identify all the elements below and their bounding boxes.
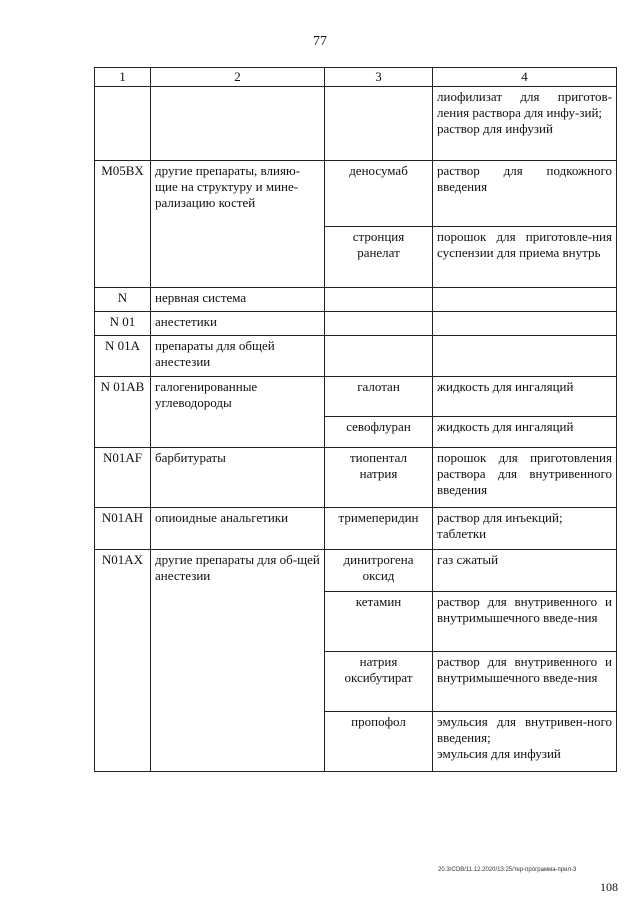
drug-cell: тиопентал натрия xyxy=(325,448,433,508)
code-cell: N01AF xyxy=(95,448,151,508)
group-cell: анестетики xyxy=(151,312,325,336)
table-row xyxy=(95,336,617,377)
code-cell: M05BX xyxy=(95,161,151,288)
table-row xyxy=(95,312,617,336)
form-cell xyxy=(433,288,617,312)
form-cell: лиофилизат для приготов-ления раствора для инфу-зий; раствор для инфузий xyxy=(433,87,617,161)
group-cell: другие препараты, влияю-щие на структуру и мине-рализацию костей xyxy=(151,161,325,288)
form-cell xyxy=(433,312,617,336)
form-cell: раствор для внутривенного и внутримышечного введе-ния xyxy=(433,592,617,652)
header-cell-3: 3 xyxy=(325,68,433,87)
table-row xyxy=(95,448,617,508)
drug-cell xyxy=(325,312,433,336)
header-cell-2: 2 xyxy=(151,68,325,87)
page-number: 77 xyxy=(313,34,327,49)
drug-cell: деносумаб xyxy=(325,161,433,227)
drug-cell: натрия оксибутират xyxy=(325,652,433,712)
drug-cell: галотан xyxy=(325,377,433,417)
form-cell: раствор для инъекций; таблетки xyxy=(433,508,617,550)
drug-cell: кетамин xyxy=(325,592,433,652)
code-cell: N xyxy=(95,288,151,312)
drug-cell xyxy=(325,336,433,377)
sheet-number: 108 xyxy=(600,880,618,894)
form-cell: жидкость для ингаляций xyxy=(433,377,617,417)
code-cell: N 01AB xyxy=(95,377,151,448)
table-row xyxy=(95,550,617,592)
form-cell: раствор для внутривенного и внутримышечного введе-ния xyxy=(433,652,617,712)
document-stamp: 20.3/СОВ/11.12.2020/13:25/тер-программа-прил-3 xyxy=(438,867,577,873)
table-row xyxy=(95,161,617,227)
header-cell-4: 4 xyxy=(433,68,617,87)
drug-cell xyxy=(325,87,433,161)
drug-cell: тримеперидин xyxy=(325,508,433,550)
table-row xyxy=(95,377,617,417)
drug-cell xyxy=(325,288,433,312)
table-row xyxy=(95,508,617,550)
group-cell: опиоидные анальгетики xyxy=(151,508,325,550)
form-cell: эмульсия для внутривен-ного введения; эмульсия для инфузий xyxy=(433,712,617,772)
group-cell xyxy=(151,87,325,161)
code-cell: N 01 xyxy=(95,312,151,336)
drug-cell: пропофол xyxy=(325,712,433,772)
table-row xyxy=(95,288,617,312)
code-cell xyxy=(95,87,151,161)
group-cell: нервная система xyxy=(151,288,325,312)
code-cell: N 01A xyxy=(95,336,151,377)
code-cell: N01AX xyxy=(95,550,151,772)
drug-table xyxy=(94,67,617,772)
form-cell: порошок для приготовле-ния суспензии для приема внутрь xyxy=(433,227,617,288)
table-header-row xyxy=(95,68,617,87)
form-cell: порошок для приготовления раствора для внутривенного введения xyxy=(433,448,617,508)
drug-cell: стронция ранелат xyxy=(325,227,433,288)
drug-cell: динитрогена оксид xyxy=(325,550,433,592)
group-cell: другие препараты для об-щей анестезии xyxy=(151,550,325,772)
header-cell-1: 1 xyxy=(95,68,151,87)
table-row xyxy=(95,87,617,161)
code-cell: N01AH xyxy=(95,508,151,550)
form-cell: жидкость для ингаляций xyxy=(433,417,617,448)
group-cell: галогенированные углеводороды xyxy=(151,377,325,448)
form-cell: газ сжатый xyxy=(433,550,617,592)
form-cell: раствор для подкожного введения xyxy=(433,161,617,227)
group-cell: барбитураты xyxy=(151,448,325,508)
form-cell xyxy=(433,336,617,377)
group-cell: препараты для общей анестезии xyxy=(151,336,325,377)
drug-cell: севофлуран xyxy=(325,417,433,448)
